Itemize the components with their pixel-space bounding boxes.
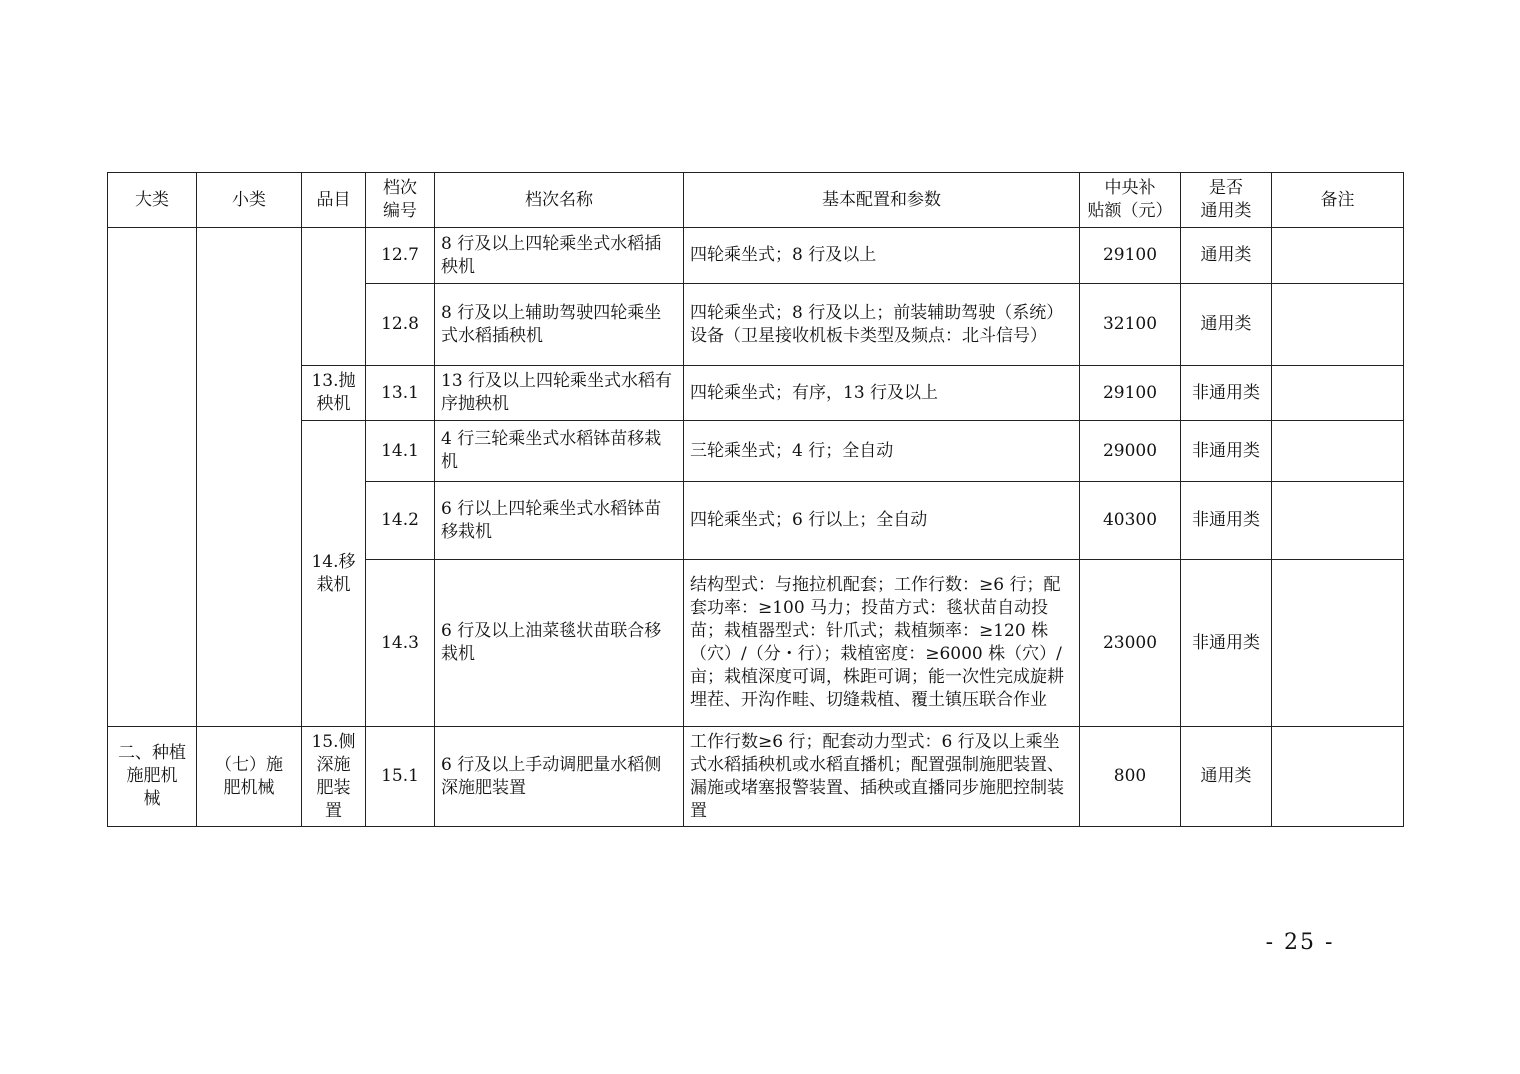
subsidy-amount: 29100 xyxy=(1080,366,1181,421)
header-subcategory: 小类 xyxy=(197,173,302,228)
note-cell xyxy=(1272,228,1404,284)
general-type: 通用类 xyxy=(1181,727,1272,827)
grade-no: 12.8 xyxy=(366,284,435,366)
config-text: 四轮乘坐式；6 行以上；全自动 xyxy=(684,482,1080,560)
item-throwing-seedling-machine: 13.抛 秧机 xyxy=(302,366,366,421)
header-row xyxy=(108,173,1404,228)
config-text: 四轮乘坐式；8 行及以上 xyxy=(684,228,1080,284)
subsidy-amount: 32100 xyxy=(1080,284,1181,366)
general-type: 非通用类 xyxy=(1181,482,1272,560)
table-row xyxy=(108,421,1404,482)
table-row xyxy=(108,228,1404,284)
config-text: 三轮乘坐式；4 行；全自动 xyxy=(684,421,1080,482)
grade-name: 6 行及以上油菜毯状苗联合移栽机 xyxy=(435,560,684,727)
page-number: - 25 - xyxy=(1265,930,1335,955)
item-cell-continued xyxy=(302,228,366,366)
grade-name: 6 行及以上手动调肥量水稻侧深施肥装置 xyxy=(435,727,684,827)
note-cell xyxy=(1272,284,1404,366)
config-text: 四轮乘坐式；有序，13 行及以上 xyxy=(684,366,1080,421)
note-cell xyxy=(1272,560,1404,727)
header-config: 基本配置和参数 xyxy=(684,173,1080,228)
note-cell xyxy=(1272,727,1404,827)
config-text: 结构型式：与拖拉机配套；工作行数：≥6 行；配套功率：≥100 马力；投苗方式：毯状苗自动投苗；栽植器型式：针爪式；栽植频率：≥120 株（穴）/（分・行）；栽植密度：≥6000 株（穴）/亩；栽植深度可调，株距可调；能一次性完成旋耕埋茬、开沟作畦、切缝栽植、覆土镇压联合作业 xyxy=(684,560,1080,727)
grade-no: 15.1 xyxy=(366,727,435,827)
grade-name: 6 行以上四轮乘坐式水稻钵苗移栽机 xyxy=(435,482,684,560)
grade-name: 13 行及以上四轮乘坐式水稻有序抛秧机 xyxy=(435,366,684,421)
header-item: 品目 xyxy=(302,173,366,228)
category-planting-fertilizing-machinery: 二、种植 施肥机 械 xyxy=(108,727,197,827)
item-side-deep-fertilizer: 15.侧 深施 肥装 置 xyxy=(302,727,366,827)
note-cell xyxy=(1272,482,1404,560)
subsidy-amount: 29000 xyxy=(1080,421,1181,482)
general-type: 通用类 xyxy=(1181,284,1272,366)
subsidy-amount: 29100 xyxy=(1080,228,1181,284)
grade-no: 14.3 xyxy=(366,560,435,727)
header-subsidy: 中央补 贴额（元） xyxy=(1080,173,1181,228)
subsidy-amount: 23000 xyxy=(1080,560,1181,727)
note-cell xyxy=(1272,421,1404,482)
header-general: 是否 通用类 xyxy=(1181,173,1272,228)
grade-name: 4 行三轮乘坐式水稻钵苗移栽机 xyxy=(435,421,684,482)
subsidy-amount: 800 xyxy=(1080,727,1181,827)
general-type: 非通用类 xyxy=(1181,560,1272,727)
config-text: 四轮乘坐式；8 行及以上；前装辅助驾驶（系统）设备（卫星接收机板卡类型及频点：北斗信号） xyxy=(684,284,1080,366)
header-grade-no: 档次 编号 xyxy=(366,173,435,228)
header-category: 大类 xyxy=(108,173,197,228)
grade-name: 8 行及以上辅助驾驶四轮乘坐式水稻插秧机 xyxy=(435,284,684,366)
subcategory-cell-continued xyxy=(197,228,302,727)
subcategory-fertilizing-machinery: （七）施 肥机械 xyxy=(197,727,302,827)
grade-no: 12.7 xyxy=(366,228,435,284)
general-type: 通用类 xyxy=(1181,228,1272,284)
header-grade-name: 档次名称 xyxy=(435,173,684,228)
category-cell-continued xyxy=(108,228,197,727)
subsidy-amount: 40300 xyxy=(1080,482,1181,560)
general-type: 非通用类 xyxy=(1181,421,1272,482)
general-type: 非通用类 xyxy=(1181,366,1272,421)
item-transplanter: 14.移 栽机 xyxy=(302,421,366,727)
config-text: 工作行数≥6 行；配套动力型式：6 行及以上乘坐式水稻插秧机或水稻直播机；配置强制施肥装置、漏施或堵塞报警装置、插秧或直播同步施肥控制装置 xyxy=(684,727,1080,827)
header-note: 备注 xyxy=(1272,173,1404,228)
grade-name: 8 行及以上四轮乘坐式水稻插秧机 xyxy=(435,228,684,284)
table-row xyxy=(108,727,1404,827)
grade-no: 14.2 xyxy=(366,482,435,560)
grade-no: 14.1 xyxy=(366,421,435,482)
subsidy-table xyxy=(107,172,1404,827)
note-cell xyxy=(1272,366,1404,421)
table-row xyxy=(108,366,1404,421)
grade-no: 13.1 xyxy=(366,366,435,421)
